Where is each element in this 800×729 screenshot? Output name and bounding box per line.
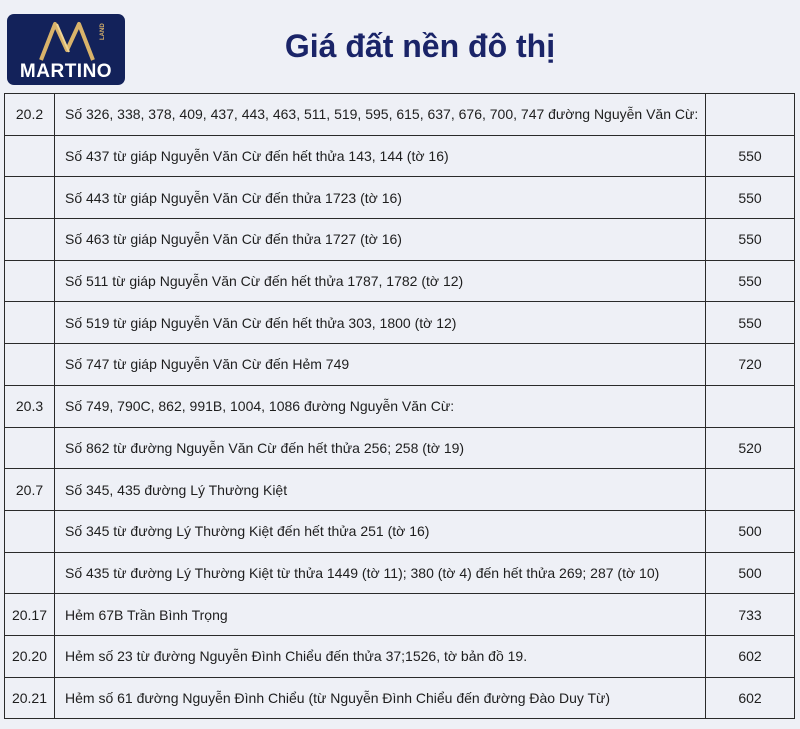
row-code-cell [5, 177, 55, 219]
table-row [5, 344, 795, 386]
logo-tagline: LAND [100, 23, 106, 40]
page-title: Giá đất nền đô thị [284, 28, 556, 64]
row-code-cell [5, 427, 55, 469]
row-description-cell: Số 437 từ giáp Nguyễn Văn Cừ đến hết thửa 143, 144 (tờ 16) [55, 135, 706, 177]
row-description-cell: Số 862 từ đường Nguyễn Văn Cừ đến hết thửa 256; 258 (tờ 19) [55, 427, 706, 469]
table-row [5, 510, 795, 552]
row-price-cell: 550 [706, 260, 795, 302]
row-code-cell: 20.2 [5, 94, 55, 136]
table-row [5, 677, 795, 719]
row-price-cell: 550 [706, 177, 795, 219]
row-price-cell: 550 [706, 302, 795, 344]
row-price-cell: 602 [706, 635, 795, 677]
table-row [5, 552, 795, 594]
table-row [5, 177, 795, 219]
m-monogram-icon [37, 20, 97, 62]
row-code-cell [5, 219, 55, 261]
row-price-cell: 720 [706, 344, 795, 386]
row-price-cell: 500 [706, 552, 795, 594]
row-description-cell: Số 463 từ giáp Nguyễn Văn Cừ đến thửa 1727 (tờ 16) [55, 219, 706, 261]
row-code-cell [5, 260, 55, 302]
row-description-cell: Số 345, 435 đường Lý Thường Kiệt [55, 469, 706, 511]
logo-wordmark: MARTINO [19, 61, 113, 82]
land-price-table [4, 93, 795, 719]
row-code-cell: 20.20 [5, 635, 55, 677]
row-description-cell: Số 345 từ đường Lý Thường Kiệt đến hết thửa 251 (tờ 16) [55, 510, 706, 552]
row-description-cell: Hẻm số 61 đường Nguyễn Đình Chiểu (từ Nguyễn Đình Chiểu đến đường Đào Duy Từ) [55, 677, 706, 719]
row-price-cell: 733 [706, 594, 795, 636]
table-row [5, 135, 795, 177]
row-price-cell: 550 [706, 135, 795, 177]
row-price-cell [706, 94, 795, 136]
table-row [5, 260, 795, 302]
row-description-cell: Số 435 từ đường Lý Thường Kiệt từ thửa 1449 (tờ 11); 380 (tờ 4) đến hết thửa 269; 287 (tờ 10) [55, 552, 706, 594]
page-header [0, 0, 800, 92]
table-row [5, 302, 795, 344]
row-description-cell: Số 443 từ giáp Nguyễn Văn Cừ đến thửa 1723 (tờ 16) [55, 177, 706, 219]
row-description-cell: Hẻm số 23 từ đường Nguyễn Đình Chiểu đến thửa 37;1526, tờ bản đồ 19. [55, 635, 706, 677]
row-price-cell [706, 469, 795, 511]
table-row [5, 594, 795, 636]
row-code-cell [5, 510, 55, 552]
table-row [5, 385, 795, 427]
row-price-cell: 520 [706, 427, 795, 469]
table-row [5, 94, 795, 136]
row-description-cell: Số 511 từ giáp Nguyễn Văn Cừ đến hết thửa 1787, 1782 (tờ 12) [55, 260, 706, 302]
row-code-cell [5, 302, 55, 344]
row-code-cell [5, 552, 55, 594]
row-code-cell: 20.17 [5, 594, 55, 636]
table-row [5, 427, 795, 469]
row-code-cell: 20.7 [5, 469, 55, 511]
row-description-cell: Số 749, 790C, 862, 991B, 1004, 1086 đường Nguyễn Văn Cừ: [55, 385, 706, 427]
row-description-cell: Hẻm 67B Trần Bình Trọng [55, 594, 706, 636]
row-description-cell: Số 326, 338, 378, 409, 437, 443, 463, 511, 519, 595, 615, 637, 676, 700, 747 đường Nguyễn Văn Cừ: [55, 94, 706, 136]
table-row [5, 469, 795, 511]
row-description-cell: Số 519 từ giáp Nguyễn Văn Cừ đến hết thửa 303, 1800 (tờ 12) [55, 302, 706, 344]
row-code-cell [5, 135, 55, 177]
row-price-cell [706, 385, 795, 427]
martino-logo [7, 14, 125, 85]
row-code-cell [5, 344, 55, 386]
row-price-cell: 550 [706, 219, 795, 261]
row-code-cell: 20.3 [5, 385, 55, 427]
row-description-cell: Số 747 từ giáp Nguyễn Văn Cừ đến Hẻm 749 [55, 344, 706, 386]
table-row [5, 635, 795, 677]
row-price-cell: 602 [706, 677, 795, 719]
table-row [5, 219, 795, 261]
row-price-cell: 500 [706, 510, 795, 552]
row-code-cell: 20.21 [5, 677, 55, 719]
